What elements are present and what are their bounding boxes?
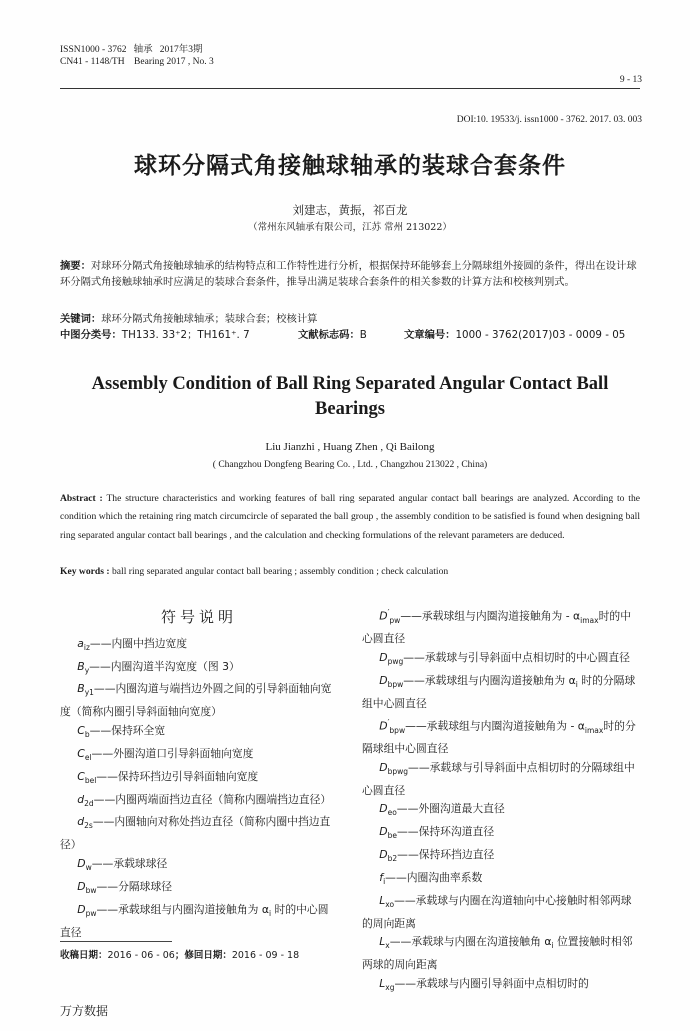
symbol-entry (362, 604, 640, 649)
symbol-letter: D (379, 719, 388, 733)
symbol-description-tail: 时的中心圆直径 (60, 902, 329, 939)
symbol-letter: D (77, 902, 86, 916)
angle-subscript: i (269, 908, 272, 918)
revised-label: ；修回日期： (174, 950, 232, 961)
symbol-letter: L (379, 935, 386, 949)
symbol-entry (362, 869, 640, 892)
symbol-subscript: bpwg (387, 766, 409, 776)
symbol-description: ——保持环全宽 (89, 723, 166, 737)
symbol-description: ——保持环挡边引导斜面轴向宽度 (96, 769, 259, 783)
symbol-letter: D (379, 802, 388, 816)
symbol-letter: D (379, 674, 388, 688)
angle-subscript: imax (580, 615, 599, 625)
symbol-description: ——保持环沟道直径 (396, 825, 495, 839)
symbol-description: ——承载球球径 (91, 856, 168, 870)
symbol-subscript: bw (85, 886, 97, 895)
symbol-letter: B (77, 659, 85, 673)
symbol-entry (60, 791, 338, 814)
symbol-subscript: bel (84, 775, 97, 785)
symbol-subscript: xg (385, 983, 395, 993)
symbol-entry (362, 975, 640, 998)
abstract-zh-text: 对球环分隔式角接触球轴承的结构特点和工作特性进行分析，根据保持环能够套上分隔球组外接圆的条件，得出在设计球环分隔式角接触球轴承时应满足的装球合套条件，推导出满足装球合套条件的相关参数的计算方法和校核判别式。 (60, 260, 637, 288)
symbol-entry (60, 901, 338, 943)
symbol-entry (362, 846, 640, 869)
symbol-subscript: i (383, 877, 386, 887)
symbol-entry (60, 855, 338, 878)
keywords-en-label: Key words : (60, 566, 110, 577)
doc-value: B (359, 329, 367, 341)
symbol-subscript: w (85, 863, 92, 873)
revised-date: 2016 - 09 - 18 (231, 950, 300, 961)
abstract-zh-label: 摘要： (60, 260, 91, 272)
symbol-subscript: 2s (84, 821, 93, 831)
symbol-description: ——承载球与内圈引导斜面中点相切时的 (394, 976, 589, 990)
keywords-zh-label: 关键词： (60, 313, 102, 325)
angle-subscript: imax (584, 725, 604, 735)
symbol-prime: ′ (387, 717, 390, 727)
symbol-subscript: y1 (84, 688, 94, 698)
clc-value: TH133. 33⁺2；TH161⁺. 7 (121, 329, 250, 341)
symbol-subscript: be (387, 831, 397, 841)
document-code (298, 328, 367, 344)
symbol-subscript: y (84, 665, 90, 675)
symbol-letter: D (379, 848, 388, 862)
symbol-description: ——外圈沟道口引导斜面轴向宽度 (91, 746, 254, 760)
keywords-en-text: ball ring separated angular contact ball bearing ; assembly condition ; check calculation (111, 566, 449, 577)
symbols-right-list (362, 604, 640, 998)
symbol-subscript: x (385, 941, 390, 951)
symbol-description-tail: 时的分隔球组中心圆直径 (362, 674, 636, 710)
symbol-subscript: 2d (84, 798, 94, 808)
received-label: 收稿日期： (60, 950, 108, 961)
symbol-letter: D (77, 856, 86, 870)
symbols-right-column (362, 604, 640, 998)
abstract-en-text: The structure characteristics and working features of ball ring separated angular contact ball bearings are analyzed. According to the condition which the retaining ring match circumcircle of separated the ball group , the assembly condition to be satisfied is found when designing ball ring separated angular contact ball bearings , and the calculation and checking formulations of the relevant parameters are deduced. (60, 493, 641, 541)
journal-issn-line: ISSN1000 - 3762 轴承 2017年3期 (60, 45, 203, 55)
symbol-subscript: pw (85, 908, 97, 918)
symbol-description-tail: 时的中心圆直径 (362, 609, 631, 646)
symbol-entry (60, 680, 338, 722)
symbol-description: ——承载球与引导斜面中点相切时的分隔球组中心圆直径 (362, 760, 635, 797)
symbol-letter: D (77, 879, 86, 893)
symbol-subscript: pw (389, 615, 401, 625)
angle-subscript: i (575, 680, 578, 690)
symbol-letter: C (77, 769, 85, 783)
keywords-zh-text: 球环分隔式角接触球轴承；装球合套；校核计算 (101, 313, 318, 325)
abstract-en (60, 490, 640, 545)
authors-en: Liu Jianzhi , Huang Zhen , Qi Bailong (265, 441, 435, 453)
abstract-en-label: Abstract : (60, 493, 103, 504)
symbol-description: ——保持环挡边直径 (397, 848, 495, 862)
symbol-subscript: el (84, 753, 92, 762)
title-zh: 球环分隔式角接触球轴承的装球合套条件 (134, 153, 566, 179)
symbol-letter: C (77, 723, 85, 737)
clc-label: 中图分类号： (60, 329, 122, 341)
symbol-description: ——内圈两端面挡边直径（简称内圈端挡边直径） (93, 792, 332, 806)
symbol-subscript: pwg (387, 657, 404, 667)
angle-subscript: i (551, 941, 554, 951)
symbol-subscript: bpw (389, 725, 406, 735)
symbol-description: ——承载球与引导斜面中点相切时的中心圆直径 (403, 651, 630, 665)
symbol-letter: L (379, 976, 386, 990)
header-rule (60, 88, 640, 89)
symbol-letter: d (77, 815, 85, 829)
symbol-entry (362, 759, 640, 801)
symbol-entry (362, 649, 640, 672)
symbol-description: ——内圈轴向对称处挡边直径（简称内圈中挡边直径） (60, 815, 331, 852)
symbols-left-column (60, 604, 338, 942)
affiliation-zh: （常州东风轴承有限公司，江苏 常州 213022） (248, 222, 452, 233)
symbol-subscript: xo (385, 899, 395, 909)
symbol-entry (362, 823, 640, 846)
symbol-entry (60, 658, 338, 681)
symbol-entry (60, 813, 338, 855)
symbol-entry (362, 800, 640, 823)
symbol-entry (60, 878, 338, 901)
article-label: 文章编号： (404, 329, 456, 341)
symbol-description: ——承载球与内圈在沟道轴向中心接触时相邻两球的周向距离 (362, 893, 632, 930)
abstract-zh (60, 259, 638, 290)
symbol-entry (60, 722, 338, 745)
symbol-subscript: bpw (387, 680, 404, 690)
symbol-entry (362, 933, 640, 975)
symbol-letter: d (77, 792, 85, 806)
symbol-subscript: b (84, 730, 90, 740)
article-value: 1000 - 3762(2017)03 - 0009 - 05 (455, 329, 626, 341)
symbol-letter: D (379, 651, 388, 665)
keywords-en (60, 564, 640, 579)
symbol-description: ——内圈沟道半沟宽度（图 3） (89, 659, 240, 673)
symbol-entry (60, 768, 338, 791)
wanfang-watermark: 万方数据 (60, 1004, 109, 1018)
symbol-letter: D (379, 825, 388, 839)
title-en: Assembly Condition of Ball Ring Separated Angular Contact Ball Bearings (91, 374, 609, 419)
article-number (404, 328, 625, 344)
symbol-entry (362, 672, 640, 714)
symbol-letter: D (379, 609, 388, 623)
keywords-zh (60, 312, 638, 328)
symbol-letter: D (379, 760, 388, 774)
symbol-entry (60, 635, 338, 658)
clc-number (60, 328, 250, 344)
symbol-letter: L (379, 893, 386, 907)
symbol-description: ——承载球与内圈在沟道接触角 α (389, 935, 552, 949)
received-dates (60, 948, 299, 964)
affiliation-en: ( Changzhou Dongfeng Bearing Co. , Ltd. , Changzhou 213022 , China) (212, 460, 488, 470)
doc-label: 文献标志码： (298, 329, 360, 341)
symbol-description: ——内圈沟曲率系数 (385, 870, 483, 884)
journal-cn-line: CN41 - 1148/TH Bearing 2017 , No. 3 (60, 57, 214, 67)
symbol-description: ——外圈沟道最大直径 (396, 802, 505, 816)
symbol-letter: B (77, 682, 85, 696)
symbol-description: ——内圈中挡边宽度 (89, 636, 188, 650)
symbol-description: ——承载球组与内圈沟道接触角为 - α (405, 719, 585, 733)
symbols-left-list (60, 635, 338, 943)
symbol-letter: f (379, 870, 384, 884)
symbol-entry (362, 892, 640, 934)
symbol-description: ——承载球组与内圈沟道接触角为 - α (400, 609, 581, 623)
symbols-heading: 符号说明 (160, 608, 237, 626)
symbol-description: ——承载球组与内圈沟道接触角为 α (403, 674, 576, 688)
symbol-description-tail: 位置接触时相邻两球的周向距离 (362, 935, 633, 972)
symbol-letter: C (77, 746, 85, 760)
symbol-subscript: b2 (387, 854, 398, 864)
footnote-rule (60, 941, 172, 942)
authors-zh: 刘建志，黄振，祁百龙 (292, 203, 408, 217)
symbol-description: ——承载球组与内圈沟道接触角为 α (96, 902, 270, 916)
doi: DOI:10. 19533/j. issn1000 - 3762. 2017. 03. 003 (456, 115, 642, 125)
symbol-description: ——内圈沟道与端挡边外圆之间的引导斜面轴向宽度（简称内圈引导斜面轴向宽度） (60, 682, 332, 719)
symbol-entry (60, 745, 338, 768)
page-range: 9 - 13 (619, 75, 642, 85)
received-date: 2016 - 06 - 06 (107, 950, 175, 961)
symbol-entry (362, 714, 640, 759)
symbol-letter: a (77, 636, 84, 650)
symbol-description-tail: 时的分隔球组中心圆直径 (362, 719, 636, 756)
symbol-subscript: iz (83, 642, 90, 652)
symbol-description: ——分隔球球径 (96, 879, 173, 893)
symbol-subscript: eo (387, 808, 397, 818)
symbol-prime: ′ (387, 608, 390, 617)
